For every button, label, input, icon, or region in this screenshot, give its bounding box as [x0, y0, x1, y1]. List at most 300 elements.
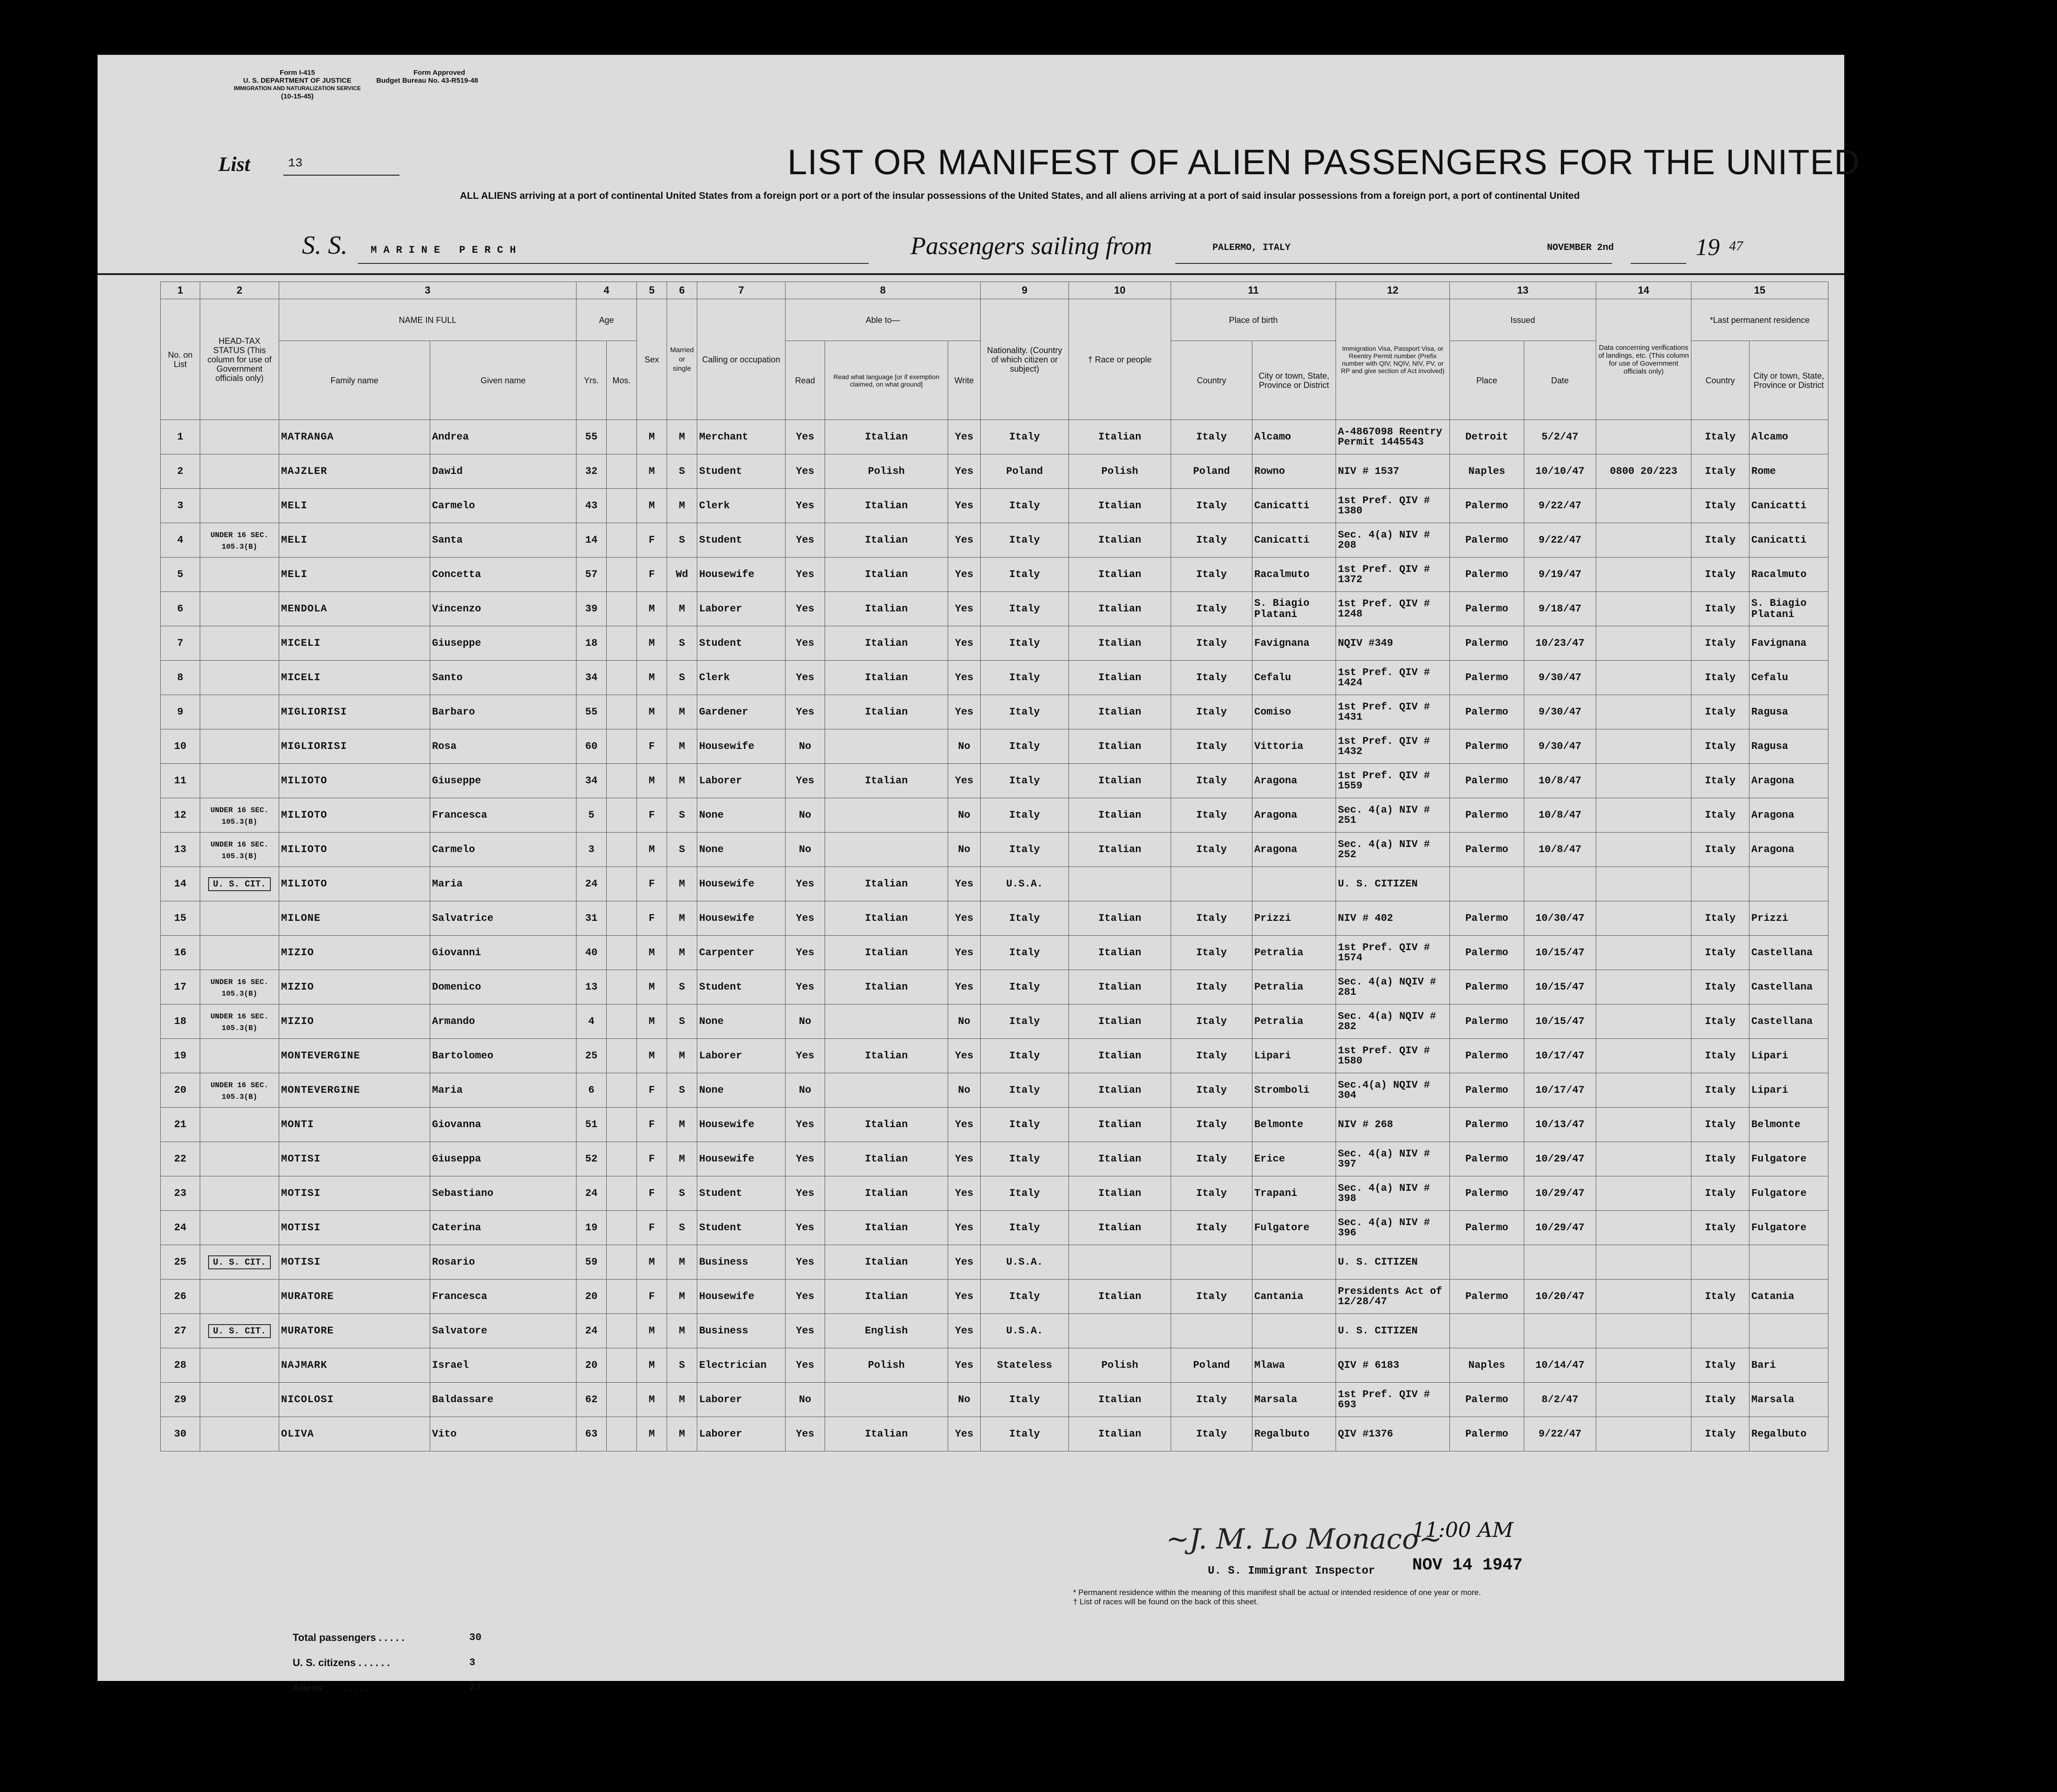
sex: M — [637, 420, 667, 454]
row-number: 22 — [161, 1142, 200, 1176]
marital-status: M — [667, 1039, 697, 1073]
port-underline — [1175, 263, 1612, 264]
head-tax-status — [200, 454, 279, 489]
header-race: † Race or people — [1069, 299, 1171, 420]
age-years: 39 — [576, 592, 607, 626]
age-months — [607, 661, 637, 695]
residence-country: Italy — [1691, 1383, 1749, 1417]
family-name: MILIOTO — [279, 867, 430, 901]
marital-status: M — [667, 1314, 697, 1348]
read-language: Italian — [825, 695, 948, 729]
birth-city — [1252, 1245, 1336, 1280]
birth-country: Italy — [1171, 1383, 1252, 1417]
landing-data — [1596, 489, 1691, 523]
race: Italian — [1069, 1004, 1171, 1039]
visa-number: 1st Pref. QIV # 1580 — [1336, 1039, 1450, 1073]
birth-country: Italy — [1171, 1039, 1252, 1073]
landing-data — [1596, 1383, 1691, 1417]
given-name: Andrea — [430, 420, 576, 454]
family-name: MELI — [279, 558, 430, 592]
residence-country: Italy — [1691, 1176, 1749, 1211]
family-name: MOTISI — [279, 1176, 430, 1211]
form-id-block — [209, 69, 386, 100]
read-language: Italian — [825, 1176, 948, 1211]
table-row — [161, 592, 1828, 626]
issued-date: 10/20/47 — [1524, 1280, 1596, 1314]
sex: F — [637, 558, 667, 592]
row-number: 10 — [161, 729, 200, 764]
row-number: 9 — [161, 695, 200, 729]
nationality: U.S.A. — [981, 867, 1069, 901]
row-number: 17 — [161, 970, 200, 1004]
table-row — [161, 626, 1828, 661]
birth-city: Belmonte — [1252, 1108, 1336, 1142]
landing-data — [1596, 661, 1691, 695]
row-number: 11 — [161, 764, 200, 798]
can-write: Yes — [948, 454, 981, 489]
landing-data — [1596, 798, 1691, 833]
given-name: Sebastiano — [430, 1176, 576, 1211]
visa-number: Presidents Act of 12/28/47 — [1336, 1280, 1450, 1314]
nationality: Italy — [981, 936, 1069, 970]
inspector-label: U. S. Immigrant Inspector — [1208, 1565, 1376, 1577]
row-number: 2 — [161, 454, 200, 489]
family-name: OLIVA — [279, 1417, 430, 1451]
head-tax-status — [200, 1108, 279, 1142]
can-write: No — [948, 1073, 981, 1108]
column-number: 7 — [697, 282, 786, 299]
nationality: Italy — [981, 626, 1069, 661]
marital-status: S — [667, 523, 697, 558]
read-language: Italian — [825, 936, 948, 970]
occupation: None — [697, 833, 786, 867]
passenger-rows — [161, 420, 1828, 1451]
sex: F — [637, 729, 667, 764]
race: Polish — [1069, 454, 1171, 489]
nationality: Italy — [981, 523, 1069, 558]
marital-status: Wd — [667, 558, 697, 592]
can-write: Yes — [948, 489, 981, 523]
can-read: Yes — [786, 420, 825, 454]
sailing-label: Passengers sailing from — [911, 232, 1153, 260]
visa-number: Sec. 4(a) NIV # 252 — [1336, 833, 1450, 867]
residence-country: Italy — [1691, 798, 1749, 833]
family-name: MICELI — [279, 661, 430, 695]
form-approved: Form Approved — [413, 69, 465, 77]
marital-status: S — [667, 970, 697, 1004]
issued-place: Palermo — [1450, 833, 1524, 867]
row-number: 23 — [161, 1176, 200, 1211]
header-age: Age — [576, 299, 637, 341]
head-tax-status — [200, 936, 279, 970]
nationality: Italy — [981, 1004, 1069, 1039]
race: Italian — [1069, 1073, 1171, 1108]
family-name: MIZIO — [279, 1004, 430, 1039]
can-write: Yes — [948, 970, 981, 1004]
landing-data — [1596, 1108, 1691, 1142]
issued-place: Palermo — [1450, 1417, 1524, 1451]
row-number: 28 — [161, 1348, 200, 1383]
landing-data — [1596, 1004, 1691, 1039]
punch-hole — [1914, 335, 1946, 367]
visa-number: 1st Pref. QIV # 1431 — [1336, 695, 1450, 729]
occupation: Housewife — [697, 901, 786, 936]
issued-place: Palermo — [1450, 489, 1524, 523]
table-row — [161, 1383, 1828, 1417]
residence-city: Aragona — [1749, 764, 1828, 798]
visa-number: 1st Pref. QIV # 1574 — [1336, 936, 1450, 970]
marital-status: S — [667, 1073, 697, 1108]
landing-data — [1596, 970, 1691, 1004]
age-months — [607, 1142, 637, 1176]
age-years: 63 — [576, 1417, 607, 1451]
table-row — [161, 1280, 1828, 1314]
issued-date: 10/13/47 — [1524, 1108, 1596, 1142]
occupation: Clerk — [697, 661, 786, 695]
can-write: Yes — [948, 626, 981, 661]
header-last-residence: *Last permanent residence — [1691, 299, 1828, 341]
residence-city: Aragona — [1749, 798, 1828, 833]
us-citizen-stamp: U. S. CIT. — [208, 1255, 270, 1269]
family-name: MURATORE — [279, 1314, 430, 1348]
residence-country: Italy — [1691, 1417, 1749, 1451]
issued-date: 10/29/47 — [1524, 1211, 1596, 1245]
aliens-value: 27 — [469, 1682, 482, 1694]
nationality: Italy — [981, 1211, 1069, 1245]
birth-country: Italy — [1171, 1004, 1252, 1039]
age-years: 31 — [576, 901, 607, 936]
read-language: Italian — [825, 420, 948, 454]
header-able-to: Able to— — [786, 299, 981, 341]
sex: M — [637, 1245, 667, 1280]
visa-number: NIV # 268 — [1336, 1108, 1450, 1142]
birth-country: Italy — [1171, 1280, 1252, 1314]
visa-number: QIV #1376 — [1336, 1417, 1450, 1451]
header-read: Read — [786, 341, 825, 420]
nationality: Italy — [981, 661, 1069, 695]
given-name: Israel — [430, 1348, 576, 1383]
race: Italian — [1069, 1383, 1171, 1417]
header-sex: Sex — [637, 299, 667, 420]
occupation: None — [697, 1073, 786, 1108]
us-citizen-stamp: U. S. CIT. — [208, 877, 270, 891]
family-name: MILIOTO — [279, 764, 430, 798]
inspection-date-stamp: NOV 14 1947 — [1412, 1556, 1523, 1575]
read-language: Polish — [825, 454, 948, 489]
residence-city: Catania — [1749, 1280, 1828, 1314]
marital-status: M — [667, 695, 697, 729]
age-months — [607, 454, 637, 489]
race — [1069, 1245, 1171, 1280]
age-months — [607, 1004, 637, 1039]
punch-hole — [1914, 1073, 1946, 1106]
visa-number: 1st Pref. QIV # 1380 — [1336, 489, 1450, 523]
birth-country: Italy — [1171, 1108, 1252, 1142]
race: Italian — [1069, 558, 1171, 592]
table-row — [161, 1073, 1828, 1108]
birth-city: Comiso — [1252, 695, 1336, 729]
header-birth-country: Country — [1171, 341, 1252, 420]
race: Italian — [1069, 901, 1171, 936]
occupation: Student — [697, 454, 786, 489]
given-name: Salvatrice — [430, 901, 576, 936]
can-read: No — [786, 729, 825, 764]
issued-place — [1450, 867, 1524, 901]
nationality: Italy — [981, 1039, 1069, 1073]
landing-data — [1596, 901, 1691, 936]
birth-country: Italy — [1171, 1211, 1252, 1245]
occupation: Carpenter — [697, 936, 786, 970]
footnotes — [1073, 1588, 1481, 1607]
visa-number: Sec. 4(a) NIV # 398 — [1336, 1176, 1450, 1211]
issued-place: Palermo — [1450, 1176, 1524, 1211]
race: Italian — [1069, 1211, 1171, 1245]
visa-number: 1st Pref. QIV # 1559 — [1336, 764, 1450, 798]
visa-number: NIV # 1537 — [1336, 454, 1450, 489]
age-months — [607, 1211, 637, 1245]
residence-city: Fulgatore — [1749, 1142, 1828, 1176]
residence-city: Rome — [1749, 454, 1828, 489]
issued-place — [1450, 1314, 1524, 1348]
birth-city: Petralia — [1252, 970, 1336, 1004]
header-issued-date: Date — [1524, 341, 1596, 420]
can-read: Yes — [786, 489, 825, 523]
table-row — [161, 970, 1828, 1004]
age-years: 4 — [576, 1004, 607, 1039]
can-write: No — [948, 1004, 981, 1039]
nationality: Italy — [981, 695, 1069, 729]
occupation: Student — [697, 626, 786, 661]
residence-city: Racalmuto — [1749, 558, 1828, 592]
age-months — [607, 729, 637, 764]
given-name: Giuseppe — [430, 626, 576, 661]
sex: F — [637, 1176, 667, 1211]
aliens: Aliens . . . . . . . . 27 — [293, 1675, 404, 1700]
birth-city: Canicatti — [1252, 489, 1336, 523]
head-tax-status — [200, 695, 279, 729]
marital-status: M — [667, 489, 697, 523]
given-name: Concetta — [430, 558, 576, 592]
residence-country: Italy — [1691, 901, 1749, 936]
sex: F — [637, 1142, 667, 1176]
residence-city: Lipari — [1749, 1073, 1828, 1108]
column-number: 13 — [1450, 282, 1596, 299]
marital-status: S — [667, 454, 697, 489]
visa-number: 1st Pref. QIV # 1372 — [1336, 558, 1450, 592]
read-language: Italian — [825, 558, 948, 592]
issued-date: 9/30/47 — [1524, 729, 1596, 764]
manifest-grid — [160, 282, 1824, 1631]
sex: F — [637, 1108, 667, 1142]
can-read: Yes — [786, 523, 825, 558]
age-years: 43 — [576, 489, 607, 523]
occupation: Laborer — [697, 1039, 786, 1073]
under-16-stamp: UNDER 16 SEC. 105.3(B) — [210, 840, 269, 860]
race: Italian — [1069, 1039, 1171, 1073]
residence-city: Ragusa — [1749, 729, 1828, 764]
landing-data — [1596, 1314, 1691, 1348]
issued-date: 10/30/47 — [1524, 901, 1596, 936]
issued-place — [1450, 1245, 1524, 1280]
issued-date: 9/30/47 — [1524, 695, 1596, 729]
birth-city — [1252, 867, 1336, 901]
issued-place: Palermo — [1450, 901, 1524, 936]
birth-country: Italy — [1171, 661, 1252, 695]
header-visa: Immigration Visa, Passport Visa, or Reentry Permit number (Prefix number with QIV, NQIV, NIV, PV, or RP and give section of Act involved) — [1336, 299, 1450, 420]
occupation: Housewife — [697, 1108, 786, 1142]
occupation: Student — [697, 1211, 786, 1245]
header-place-of-birth: Place of birth — [1171, 299, 1336, 341]
read-language: Italian — [825, 1142, 948, 1176]
visa-number: U. S. CITIZEN — [1336, 1314, 1450, 1348]
header-family-name: Family name — [279, 341, 430, 420]
punch-hole — [1914, 637, 1946, 669]
birth-city: Cefalu — [1252, 661, 1336, 695]
row-number: 6 — [161, 592, 200, 626]
read-language: Italian — [825, 867, 948, 901]
race: Italian — [1069, 833, 1171, 867]
issued-place: Palermo — [1450, 523, 1524, 558]
age-years: 60 — [576, 729, 607, 764]
nationality: Italy — [981, 798, 1069, 833]
column-number-row — [161, 282, 1828, 299]
age-years: 55 — [576, 420, 607, 454]
age-months — [607, 1073, 637, 1108]
issued-date: 10/17/47 — [1524, 1073, 1596, 1108]
header-head-tax: HEAD-TAX STATUS (This column for use of Government officials only) — [200, 299, 279, 420]
landing-data — [1596, 1039, 1691, 1073]
age-years: 24 — [576, 867, 607, 901]
given-name: Rosario — [430, 1245, 576, 1280]
sex: F — [637, 798, 667, 833]
ship-underline — [358, 263, 869, 264]
row-number: 26 — [161, 1280, 200, 1314]
total-passengers: Total passengers . . . . . 30 — [293, 1625, 404, 1650]
header-rule — [98, 273, 1844, 275]
issued-place: Naples — [1450, 454, 1524, 489]
age-months — [607, 901, 637, 936]
can-write: Yes — [948, 1176, 981, 1211]
nationality: Italy — [981, 1108, 1069, 1142]
given-name: Giuseppe — [430, 764, 576, 798]
read-language: Italian — [825, 1108, 948, 1142]
read-language: Italian — [825, 1417, 948, 1451]
given-name: Giovanni — [430, 936, 576, 970]
punch-hole — [1847, 632, 1879, 664]
can-write: Yes — [948, 1039, 981, 1073]
age-years: 51 — [576, 1108, 607, 1142]
table-header — [161, 282, 1828, 420]
visa-number: NQIV #349 — [1336, 626, 1450, 661]
head-tax-status — [200, 1245, 279, 1280]
can-read: Yes — [786, 1314, 825, 1348]
can-write: No — [948, 1383, 981, 1417]
header-no-on-list: No. on List — [161, 299, 200, 420]
row-number: 7 — [161, 626, 200, 661]
occupation: Gardener — [697, 695, 786, 729]
table-row — [161, 798, 1828, 833]
residence-city: Cefalu — [1749, 661, 1828, 695]
landing-data — [1596, 867, 1691, 901]
birth-country: Italy — [1171, 489, 1252, 523]
visa-number: Sec. 4(a) NIV # 396 — [1336, 1211, 1450, 1245]
read-language: Italian — [825, 661, 948, 695]
punch-hole — [1914, 242, 1946, 274]
head-tax-status — [200, 661, 279, 695]
row-number: 30 — [161, 1417, 200, 1451]
row-number: 24 — [161, 1211, 200, 1245]
residence-city: Fulgatore — [1749, 1211, 1828, 1245]
column-number: 5 — [637, 282, 667, 299]
race: Italian — [1069, 970, 1171, 1004]
table-row — [161, 454, 1828, 489]
race: Italian — [1069, 1280, 1171, 1314]
given-name: Rosa — [430, 729, 576, 764]
occupation: Business — [697, 1314, 786, 1348]
landing-data — [1596, 729, 1691, 764]
can-read: Yes — [786, 695, 825, 729]
age-months — [607, 1314, 637, 1348]
row-number: 18 — [161, 1004, 200, 1039]
sex: F — [637, 901, 667, 936]
read-language: Italian — [825, 592, 948, 626]
residence-country: Italy — [1691, 833, 1749, 867]
can-write: Yes — [948, 420, 981, 454]
residence-city: Castellana — [1749, 1004, 1828, 1039]
age-years: 25 — [576, 1039, 607, 1073]
issued-date: 9/22/47 — [1524, 489, 1596, 523]
occupation: Laborer — [697, 1383, 786, 1417]
issued-date: 10/14/47 — [1524, 1348, 1596, 1383]
head-tax-status — [200, 1417, 279, 1451]
birth-city: Vittoria — [1252, 729, 1336, 764]
can-write: No — [948, 833, 981, 867]
family-name: MIZIO — [279, 970, 430, 1004]
landing-data — [1596, 523, 1691, 558]
us-citizens: U. S. citizens . . . . . . 3 — [293, 1650, 404, 1675]
birth-country: Italy — [1171, 592, 1252, 626]
marital-status: M — [667, 1383, 697, 1417]
issued-place: Palermo — [1450, 1039, 1524, 1073]
family-name: MONTI — [279, 1108, 430, 1142]
can-read: Yes — [786, 1142, 825, 1176]
nationality: Italy — [981, 1176, 1069, 1211]
race: Italian — [1069, 1108, 1171, 1142]
total-passengers-label: Total passengers — [293, 1632, 376, 1643]
can-write: Yes — [948, 1108, 981, 1142]
age-months — [607, 523, 637, 558]
column-number: 3 — [279, 282, 576, 299]
age-months — [607, 420, 637, 454]
residence-city: Fulgatore — [1749, 1176, 1828, 1211]
header-residence-country: Country — [1691, 341, 1749, 420]
residence-country: Italy — [1691, 1108, 1749, 1142]
sex: F — [637, 1211, 667, 1245]
can-read: No — [786, 798, 825, 833]
visa-number: 1st Pref. QIV # 1248 — [1336, 592, 1450, 626]
family-name: MIGLIORISI — [279, 729, 430, 764]
issued-date: 9/19/47 — [1524, 558, 1596, 592]
residence-country: Italy — [1691, 1004, 1749, 1039]
sex: F — [637, 523, 667, 558]
header-name-in-full: NAME IN FULL — [279, 299, 576, 341]
column-number: 6 — [667, 282, 697, 299]
age-years: 34 — [576, 661, 607, 695]
given-name: Carmelo — [430, 833, 576, 867]
table-row — [161, 867, 1828, 901]
table-row — [161, 1417, 1828, 1451]
given-name: Caterina — [430, 1211, 576, 1245]
